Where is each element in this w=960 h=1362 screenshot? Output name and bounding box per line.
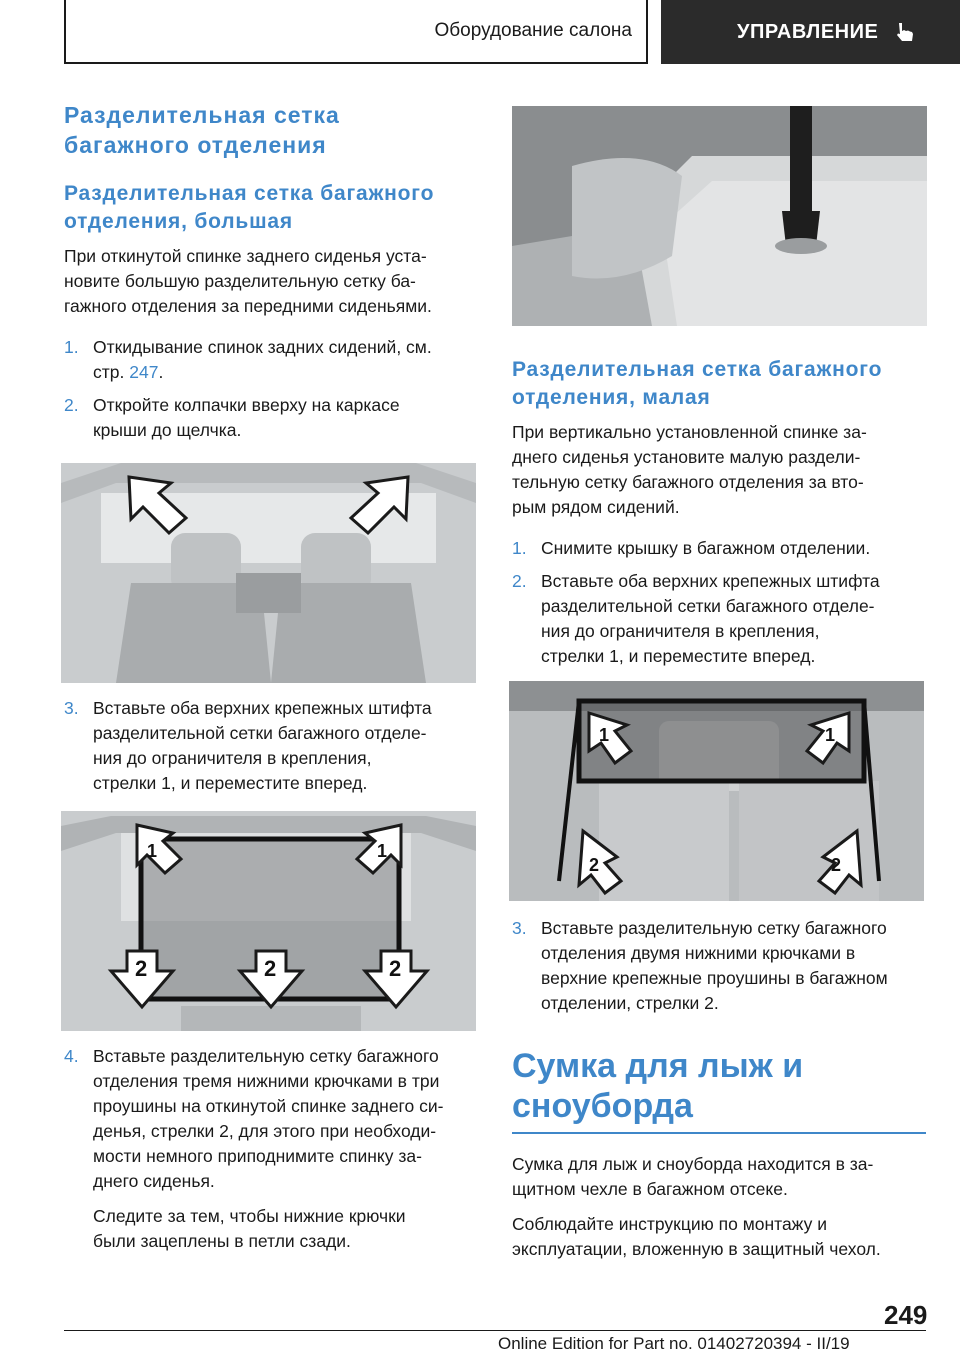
fig2-label-1a: 1 — [147, 841, 158, 861]
ski-bag-title: Сумка для лыж и сноуборда — [512, 1046, 926, 1134]
fig4-label-2a: 2 — [589, 855, 600, 875]
running-header-section: Оборудование салона — [64, 0, 648, 64]
left-column — [64, 100, 478, 443]
ski-bag-paragraph-2: Соблюдайте инструкцию по монтажу и эксплуатации, вложенную в защитный чехол. — [512, 1214, 881, 1259]
right-column-lower — [512, 916, 926, 1262]
figure-large-net-installed — [61, 811, 476, 1031]
section-title: Разделительная сетка багажного отделения — [64, 102, 340, 158]
small-step-3: 3. Вставьте разделительную сетку багажного отделения двумя нижними крючками в верхние крепежные проушины в багажном отделении, стрелки 2. — [512, 918, 888, 1013]
page-link[interactable]: 247 — [129, 362, 159, 382]
small-step-1: 1. Снимите крышку в багажном отделении. — [512, 538, 871, 558]
step-4: 4. Вставьте разделительную сетку багажного отделения тремя нижними крючками в три проушины на откинутой спинке заднего си- денья, стрелки 2, для этого при необходи- мости немного приподнимите спинку за- днего сиденья. — [64, 1046, 444, 1191]
figure-roof-cap — [512, 106, 927, 326]
step-4-note: Следите за тем, чтобы нижние крючки были зацеплены в петли сзади. — [93, 1206, 406, 1251]
step-3: 3. Вставьте оба верхних крепежных штифта разделительной сетки багажного отделе- ния до ограничителя в крепления, стрелки 1, и переместите вперед. — [64, 698, 432, 793]
fig2-label-1b: 1 — [377, 841, 388, 861]
small-step-2: 2. Вставьте оба верхних крепежных штифта разделительной сетки багажного отделе- ния до ограничителя в крепления, стрелки 1, и переместите вперед. — [512, 571, 880, 666]
chapter-label: УПРАВЛЕНИЕ — [737, 20, 879, 43]
fig4-label-1b: 1 — [825, 725, 836, 745]
subsection-title-large-net: Разделительная сетка багажного отделения, большая — [64, 182, 435, 233]
step-1: 1. Откидывание спинок задних сидений, см. стр. 247. — [64, 337, 432, 382]
subsection-title-small-net: Разделительная сетка багажного отделения, малая — [512, 358, 883, 409]
left-column-steps-3 — [64, 696, 478, 796]
step-2: 2. Откройте колпачки вверху на каркасе крыши до щелчка. — [64, 395, 400, 440]
small-net-intro: При вертикально установленной спинке за- днего сиденья установите малую раздели- тельную сетку багажного отделения за вто- рым рядом сидений. — [512, 422, 867, 517]
ski-bag-paragraph-1: Сумка для лыж и сноуборда находится в за- щитном чехле в багажном отсеке. — [512, 1154, 874, 1199]
figure-roof-mounts — [61, 463, 476, 683]
fig2-label-2a: 2 — [135, 956, 148, 981]
chapter-tab — [661, 0, 960, 64]
intro-paragraph: При откинутой спинке заднего сиденья уста- новите большую разделительную сетку ба- гажного отделения за передними сиденьями. — [64, 246, 432, 316]
left-column-steps-4 — [64, 1044, 478, 1254]
fig4-label-2b: 2 — [831, 855, 842, 875]
footer-divider — [64, 1330, 926, 1331]
right-column — [512, 356, 926, 669]
footer-edition: Online Edition for Part no. 01402720394 - II/19 — [498, 1334, 850, 1353]
hand-pointer-icon — [892, 19, 918, 45]
figure-small-net-installed — [509, 681, 924, 901]
page-number: 249 — [884, 1300, 928, 1330]
fig2-label-2b: 2 — [264, 956, 277, 981]
fig4-label-1a: 1 — [599, 725, 610, 745]
fig2-label-2c: 2 — [389, 956, 402, 981]
